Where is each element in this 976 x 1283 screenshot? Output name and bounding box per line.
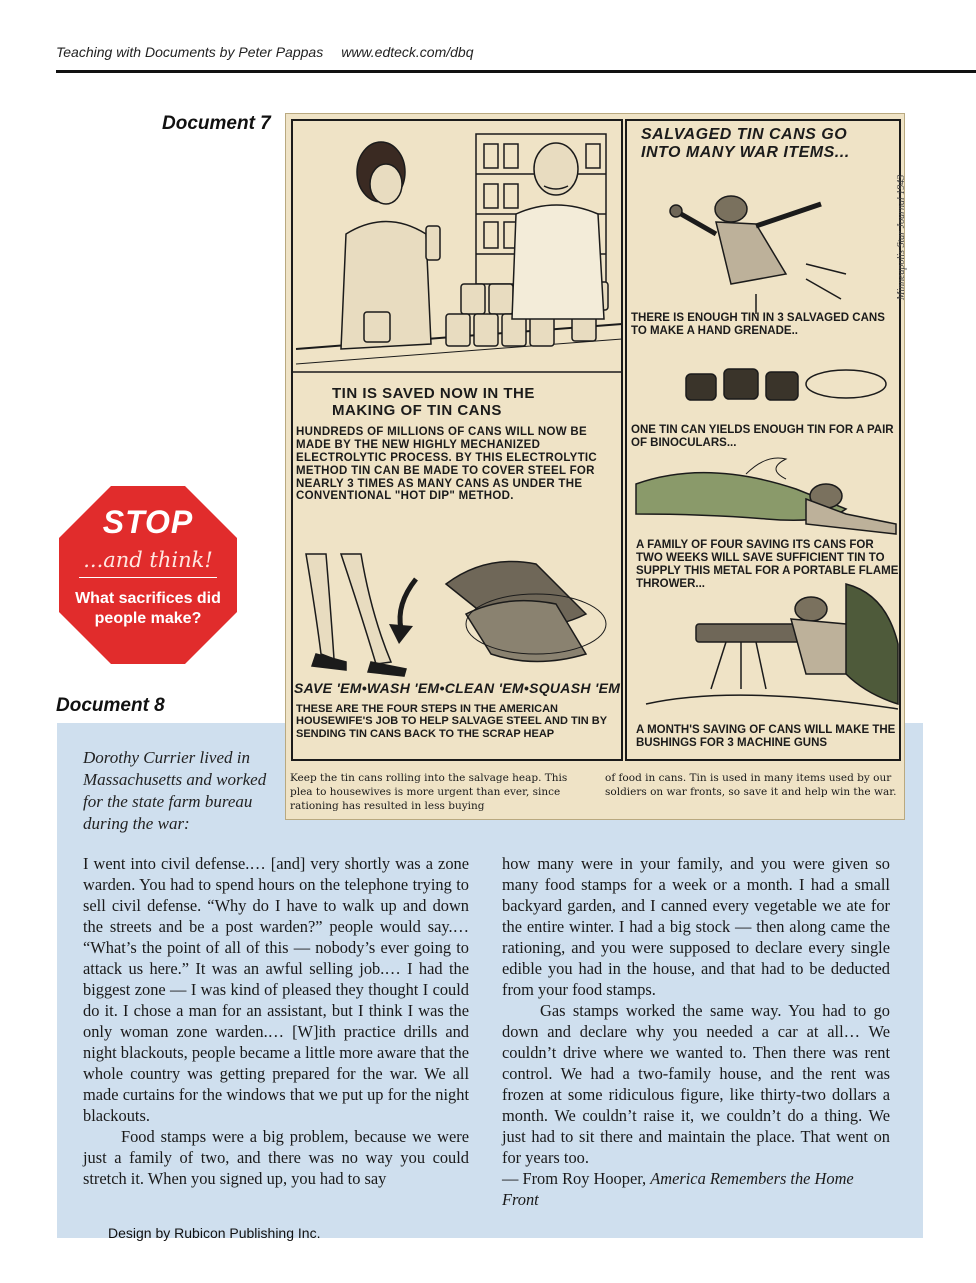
down-arrow xyxy=(400,579,416,629)
book-title: Teaching with Documents by Peter Pappas xyxy=(56,44,324,60)
footer-credit: Design by Rubicon Publishing Inc. xyxy=(108,1225,321,1241)
stop-think: ...and think! xyxy=(83,548,213,572)
stop-question: What sacrifices did people make? xyxy=(75,590,221,627)
machine-gun-scene xyxy=(646,584,898,709)
poster-grenade-text: THERE IS ENOUGH TIN IN 3 SALVAGED CANS TO MAKE A HAND GRENADE.. xyxy=(631,312,885,337)
poster-machine-guns-text: A MONTH'S SAVING OF CANS WILL MAKE THE BUSHINGS FOR 3 MACHINE GUNS xyxy=(636,724,896,749)
housewife-figure xyxy=(341,142,440,349)
document-8-left-column xyxy=(83,853,469,1189)
left-paragraph-1: I went into civil defense.… [and] very shortly was a zone warden. You had to spend hours on the telephone trying to sell civil defense. “Why do I have to walk up and down the streets and be a post warden?” people would say.… “What’s the point of all of this — nobody’s ever going to attack us here.” It was an awful selling job.… I had the biggest zone — I was kind of pleased they thought I could do it. I chose a man for an assistant, but I think I was the only woman zone warden.… [W]ith practice drills and night blackouts, people became a little more aware that the whole country was getting prepared for the war. We all made curtains for the windows that we put up for the night blackouts. xyxy=(83,854,469,1125)
document-8-right-column xyxy=(502,853,890,1210)
grocer-figure xyxy=(512,143,604,319)
poster-binoculars-text: ONE TIN CAN YIELDS ENOUGH TIN FOR A PAIR OF BINOCULARS... xyxy=(631,424,894,449)
source-prefix: — From Roy Hooper, xyxy=(502,1169,651,1188)
poster-caption-right: of food in cans. Tin is used in many items used by our soldiers on war fronts, so save it and help win the war. xyxy=(605,772,897,798)
document-8-intro: Dorothy Currier lived in Massachusetts and worked for the state farm bureau during the war: xyxy=(83,748,267,833)
poster-flamethrower-text: A FAMILY OF FOUR SAVING ITS CANS FOR TWO WEEKS WILL SAVE SUFFICIENT TIN TO SUPPLY THIS METAL FOR A PORTABLE FLAME THROWER... xyxy=(636,539,899,590)
poster-caption-left: Keep the tin cans rolling into the salvage heap. This plea to housewives is more urgent than ever, since rationing has resulted in less buying xyxy=(290,772,568,812)
flamethrower-scene xyxy=(636,458,896,534)
source-credit: Minneapolis Star Journal 1943 xyxy=(896,174,907,300)
page-header xyxy=(56,44,474,60)
left-paragraph-2: Food stamps were a big problem, because we were just a family of two, and there was no way you could stretch it. When you signed up, you had to say xyxy=(83,1127,469,1188)
soldier-grenade xyxy=(670,196,821,284)
right-paragraph-2: Gas stamps worked the same way. You had to go down and declare why you needed a car at all… We couldn’t drive where we wanted to. Then there was rent control. We had a two-family house, and the rent was frozen at some ridiculous figure, like thirty-two dollars a month. We couldn’t raise it, we couldn’t do a thing. We just had to sit there and maintain the place. That went on for years too. xyxy=(502,1001,890,1167)
document-7-label: Document 7 xyxy=(162,113,271,134)
poster-title-left: TIN IS SAVED NOW IN THE MAKING OF TIN CANS xyxy=(332,385,535,419)
document-8-label: Document 8 xyxy=(56,695,165,716)
legs xyxy=(306,554,406,676)
poster-title-right: SALVAGED TIN CANS GO INTO MANY WAR ITEMS... xyxy=(641,126,850,161)
poster-save-slogan: SAVE 'EM•WASH 'EM•CLEAN 'EM•SQUASH 'EM xyxy=(294,680,621,696)
poster-body-left: HUNDREDS OF MILLIONS OF CANS WILL NOW BE MADE BY THE NEW HIGHLY MECHANIZED ELECTROLYTIC PROCESS. BY THIS ELECTROLYTIC METHOD TIN CAN BE MADE TO COVER STEEL FOR NEARLY 3 TIMES AS MANY CANS AS UNDER THE CONVENTIONAL "HOT DIP" METHOD. xyxy=(296,426,597,503)
source-book-title: America Remembers the Home Front xyxy=(502,1169,854,1209)
stop-divider xyxy=(79,577,217,578)
header-url: www.edteck.com/dbq xyxy=(341,44,474,60)
tin-can-poster xyxy=(285,113,905,820)
stop-word: STOP xyxy=(102,504,194,540)
binoculars-drawing xyxy=(686,369,886,400)
squashed-cans xyxy=(446,562,606,662)
right-paragraph-1: how many were in your family, and you were given so many food stamps for a week or a month. I had a small backyard garden, and I canned every vegetable we ate for the entire winter. I had a big stock — then along came the rationing, and you were supposed to declare every single edible you had in the house, and that had to be deducted from your food stamps. xyxy=(502,854,890,999)
poster-four-steps: THESE ARE THE FOUR STEPS IN THE AMERICAN HOUSEWIFE'S JOB TO HELP SALVAGE STEEL AND TIN BY SENDING TIN CANS BACK TO THE SCRAP HEAP xyxy=(296,703,607,740)
header-rule xyxy=(56,70,976,73)
source-citation xyxy=(502,1168,890,1210)
